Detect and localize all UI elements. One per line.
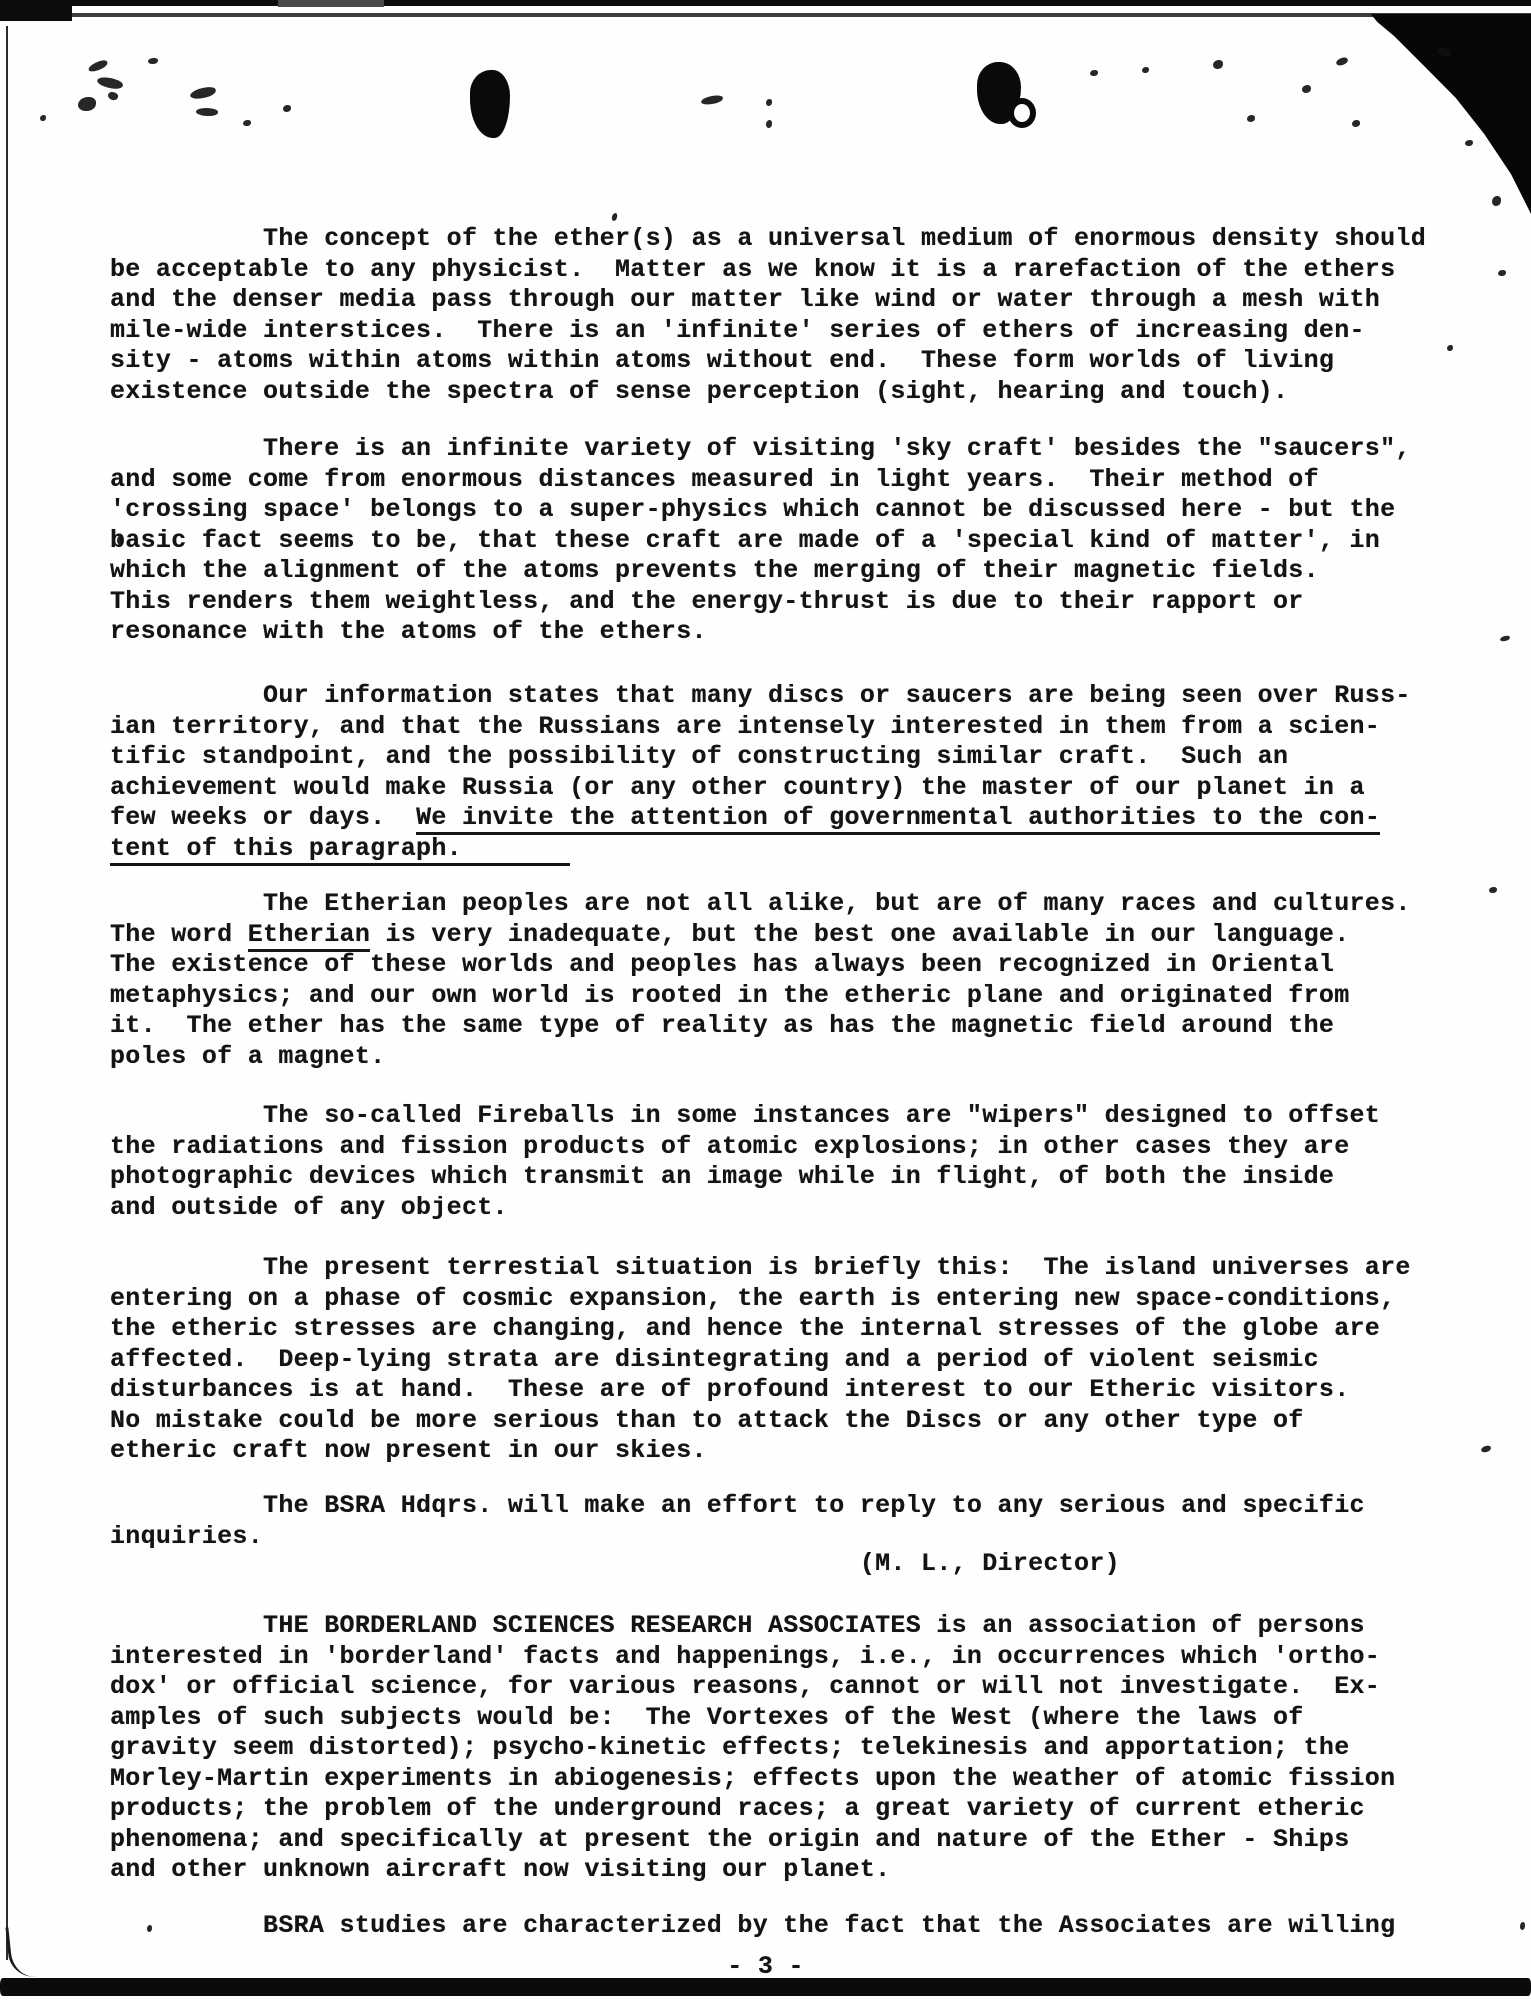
text-line: amples of such subjects would be: The Vortexes of the West (where the laws of: [110, 1702, 1304, 1732]
text-line: ian territory, and that the Russians are intensely interested in them from a scien-: [110, 711, 1381, 741]
underlined-text: Etherian: [248, 920, 370, 952]
text-line: tific standpoint, and the possibility of constructing similar craft. Such an: [110, 742, 1289, 771]
text-line: The present terrestial situation is briefly this: The island universes are: [110, 1253, 1411, 1282]
text-line: The BSRA Hdqrs. will make an effort to reply to any serious and specific: [110, 1491, 1365, 1520]
text-line: inquiries.: [110, 1521, 264, 1551]
text-line: it. The ether has the same type of reality as has the magnetic field around the: [110, 1011, 1335, 1040]
text-line: basic fact seems to be, that these craft are made of a 'special kind of matter', in: [110, 525, 1381, 555]
text-line: metaphysics; and our own world is rooted in the etheric plane and originated from: [110, 980, 1350, 1010]
paragraph: [110, 681, 1411, 864]
ink-speck: [1335, 57, 1348, 67]
text-line: dox' or official science, for various reasons, cannot or will not investigate. Ex-: [110, 1672, 1381, 1701]
ink-speck: [1492, 196, 1501, 206]
text-line: This renders them weightless, and the energy-thrust is due to their rapport or: [110, 586, 1304, 616]
text-line: [110, 834, 1411, 865]
top-left-scan-mark: [0, 0, 72, 21]
paragraph: [110, 1101, 1380, 1223]
top-scan-bar: [0, 0, 1531, 6]
paragraph: [110, 1253, 1411, 1467]
ink-speck: [1520, 1922, 1525, 1930]
torn-corner-ink-blotch: [1364, 14, 1531, 214]
ink-speck: [1352, 120, 1360, 127]
ink-speck: [701, 95, 724, 106]
text-line: achievement would make Russia (or any other country) the master of our planet in a: [110, 772, 1365, 802]
ink-speck: [1498, 270, 1506, 276]
text-line: The word Etherian is very inadequate, but the best one available in our language.: [110, 920, 1411, 951]
text-line: affected. Deep-lying strata are disintegrating and a period of violent seismic: [110, 1344, 1319, 1374]
text-line: mile-wide interstices. There is an 'infinite' series of ethers of increasing den-: [110, 315, 1365, 345]
text-line: The existence of these worlds and peoples has always been recognized in Oriental: [110, 950, 1335, 979]
text-line: products; the problem of the underground races; a great variety of current etheric: [110, 1794, 1365, 1823]
ink-speck: [107, 90, 120, 102]
ink-speck: [1247, 115, 1255, 122]
ink-speck: [1142, 67, 1149, 73]
text-line: The Etherian peoples are not all alike, but are of many races and cultures.: [110, 889, 1411, 918]
text-line: The so-called Fireballs in some instances are "wipers" designed to offset: [110, 1101, 1381, 1130]
ink-speck: [189, 86, 216, 100]
text-line: the etheric stresses are changing, and hence the internal stresses of the globe are: [110, 1314, 1381, 1343]
text-line: photographic devices which transmit an image while in flight, of both the inside: [110, 1162, 1335, 1191]
text-line: entering on a phase of cosmic expansion, the earth is entering new space-conditions,: [110, 1283, 1396, 1313]
text-line: and other unknown aircraft now visiting our planet.: [110, 1855, 891, 1884]
ink-speck: [196, 107, 219, 117]
ink-speck: [87, 59, 109, 73]
paragraph: [110, 1911, 1395, 1942]
ink-speck: [1447, 345, 1453, 351]
text-line: etheric craft now present in our skies.: [110, 1436, 707, 1465]
ink-speck: [766, 99, 772, 106]
ink-speck: [96, 75, 124, 91]
text-line: gravity seem distorted); psycho-kinetic effects; telekinesis and apportation; the: [110, 1733, 1350, 1762]
underlined-text: tent of this paragraph.: [110, 834, 570, 866]
top-scan-line: [0, 13, 1531, 17]
text-line: phenomena; and specifically at present the origin and nature of the Ether - Ships: [110, 1824, 1350, 1854]
text-line: existence outside the spectra of sense perception (sight, hearing and touch).: [110, 376, 1289, 406]
text-line: Our information states that many discs or saucers are being seen over Russ-: [110, 681, 1411, 710]
ink-speck: [1213, 60, 1223, 69]
text-line: few weeks or days. We invite the attention of governmental authorities to the con-: [110, 803, 1411, 834]
ink-speck: [1500, 635, 1511, 642]
paragraph: [110, 1611, 1395, 1886]
ink-speck: [40, 115, 46, 121]
ink-speck: [1480, 1445, 1491, 1453]
ink-speck: [283, 105, 291, 112]
ink-speck: [766, 120, 772, 128]
text-line: No mistake could be more serious than to attack the Discs or any other type of: [110, 1405, 1304, 1435]
text-line: poles of a magnet.: [110, 1041, 386, 1071]
text-line: be acceptable to any physicist. Matter as we know it is a rarefaction of the ethers: [110, 254, 1396, 284]
text-line: and the denser media pass through our matter like wind or water through a mesh with: [110, 285, 1381, 314]
text-line: (M. L., Director): [110, 1549, 1120, 1578]
page-number: - 3 -: [727, 1952, 804, 1981]
left-edge-scan-line: [6, 26, 8, 1960]
ink-speck: [611, 213, 617, 222]
ink-blot-ring: [1008, 98, 1036, 128]
paragraph: [110, 889, 1411, 1072]
text-line: disturbances is at hand. These are of profound interest to our Etheric visitors.: [110, 1375, 1350, 1404]
text-line: resonance with the atoms of the ethers.: [110, 617, 707, 646]
ink-speck: [1090, 70, 1098, 76]
text-line: and outside of any object.: [110, 1192, 508, 1222]
paragraph: [110, 434, 1411, 648]
ink-speck: [243, 120, 251, 126]
text-line: sity - atoms within atoms within atoms without end. These form worlds of living: [110, 346, 1335, 375]
text-line: THE BORDERLAND SCIENCES RESEARCH ASSOCIATES is an association of persons: [110, 1611, 1365, 1640]
text-line: BSRA studies are characterized by the fact that the Associates are willing: [110, 1911, 1396, 1940]
text-line: and some come from enormous distances measured in light years. Their method of: [110, 464, 1319, 494]
text-line: the radiations and fission products of atomic explosions; in other cases they are: [110, 1131, 1350, 1161]
ink-speck: [1489, 887, 1497, 893]
text-line: interested in 'borderland' facts and happenings, i.e., in occurrences which 'ortho-: [110, 1641, 1381, 1671]
ink-speck: [148, 58, 158, 64]
ink-blot-left: [470, 70, 510, 138]
top-scan-gray-segment: [278, 0, 384, 7]
paragraph: [110, 224, 1426, 407]
ink-speck: [1302, 85, 1311, 93]
ink-speck: [78, 97, 96, 111]
ink-speck: [1465, 140, 1473, 146]
paragraph: [110, 1549, 1120, 1580]
paragraph: [110, 1491, 1365, 1552]
underlined-text: We invite the attention of governmental authorities to the con-: [416, 803, 1380, 835]
text-line: There is an infinite variety of visiting 'sky craft' besides the "saucers",: [110, 434, 1411, 463]
text-line: The concept of the ether(s) as a universal medium of enormous density should: [110, 224, 1427, 253]
text-line: 'crossing space' belongs to a super-physics which cannot be discussed here - but the: [110, 495, 1396, 524]
text-line: Morley-Martin experiments in abiogenesis; effects upon the weather of atomic fission: [110, 1763, 1396, 1793]
text-line: which the alignment of the atoms prevents the merging of their magnetic fields.: [110, 556, 1319, 585]
